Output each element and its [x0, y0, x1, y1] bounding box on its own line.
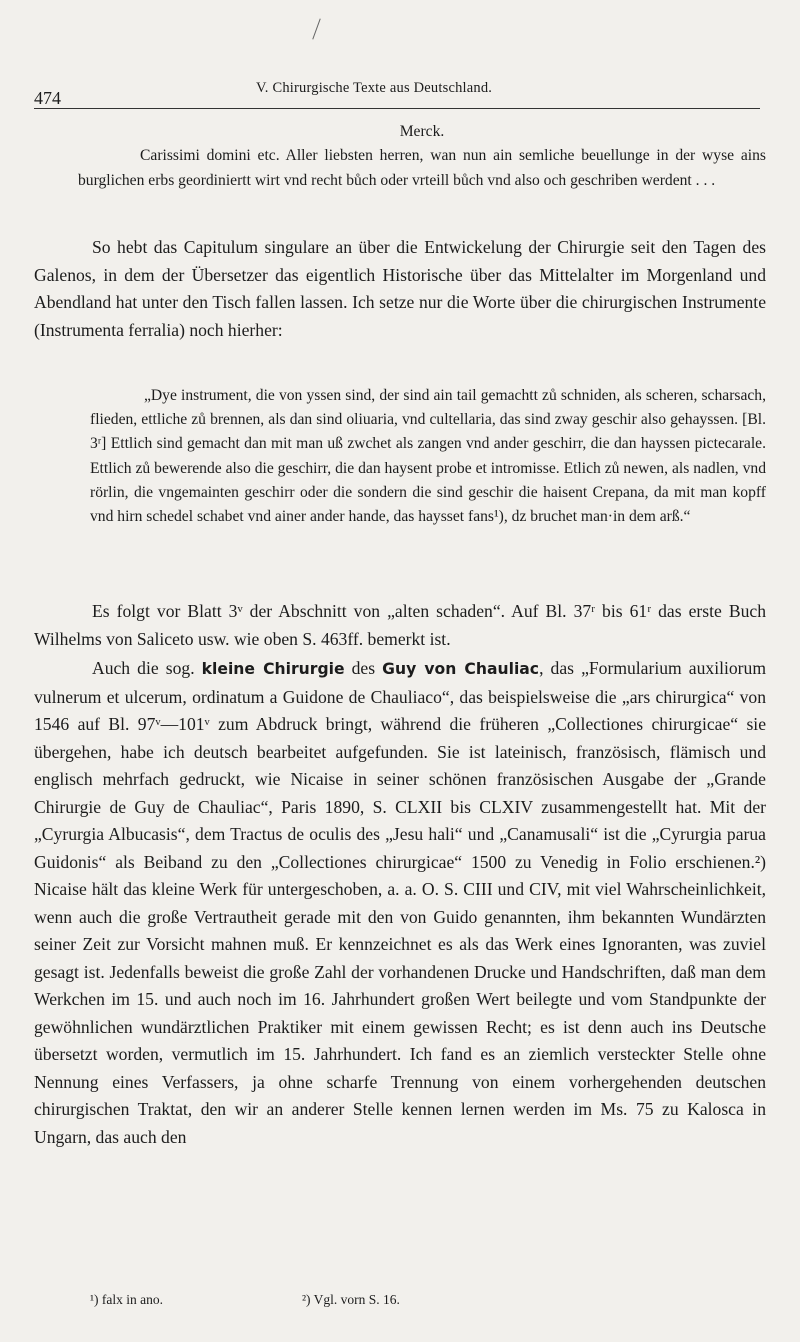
stray-mark: [312, 18, 320, 39]
paragraph-capitulum: [34, 234, 766, 344]
bold-name: Guy von Chauliac: [382, 660, 540, 678]
instrument-citation: [90, 384, 766, 529]
paragraph-blatt: Es folgt vor Blatt 3ᵛ der Abschnitt von „alten schaden“. Auf Bl. 37ʳ bis 61ʳ das erste Buch Wilhelms von Saliceto usw. wie oben S. 463ff. bemerkt ist.: [34, 601, 766, 649]
merck-quote: [78, 120, 766, 193]
paragraph-guy-von-chauliac: [34, 655, 766, 1151]
text-segment: , das „Formularium auxiliorum vulnerum et ulcerum, ordinatum a Guidone de Chauliaco“, das beispielsweise die „ars chirurgica“ von 1546 auf Bl. 97ᵛ—101ᵛ zum Abdruck bringt, während die früheren „Collectiones chirurgicae“ sie übergehen, habe ich deutsch bearbeitet aufgefunden. Sie ist lateinisch, französisch, flämisch und englisch mehrfach gedruckt, wie Nicaise in seiner schönen französischen Ausgabe der „Grande Chirurgie de Guy de Chauliac“, Paris 1890, S. CLXII bis CLXIV zusammengestellt hat. Mit der „Cyrurgia Albucasis“, dem Tractus de oculis des „Jesu hali“ und „Canamusali“ ist die „Cyrurgia parua Guidonis“ als Beiband zu den „Collectiones chirurgicae“ 1500 zu Venedig in Folio erschienen.²) Nicaise hält das kleine Werk für untergeschoben, a. a. O. S. CIII und CIV, mit viel Wahrscheinlichkeit, wenn auch die große Vertrautheit gerade mit den von Guido genannten, ihm bekannten Wundärzten seiner Zeit zur Vorsicht mahnen muß. Er kennzeichnet es als das Werk eines Ignoranten, was zuviel gesagt ist. Jedenfalls beweist die große Zahl der vorhandenen Drucke und Handschriften, daß man dem Werkchen im 15. und auch noch im 16. Jahrhundert großen Wert beilegte und vom Standpunkte der gewöhnlichen wundärztlichen Praktiker mit einem gewissen Recht; es ist denn auch ins Deutsche übersetzt worden, vermutlich im 15. Jahrhundert. Ich fand es an ziemlich versteckter Stelle ohne Nennung eines Verfassers, ja ohne scharfe Trennung von einem vorhergehenden deutschen chirurgischen Traktat, den wir an anderer Stelle kennen lernen werden im Ms. 75 zu Kalosca in Ungarn, das auch den: [34, 658, 767, 1147]
running-head: V. Chirurgische Texte aus Deutschland.: [256, 80, 493, 96]
citation-text: „Dye instrument, die von yssen sind, der sind ain tail gemachtt zů schniden, als scheren, scharsach, flieden, ettliche zů brennen, als dan sind oliuaria, vnd cultellaria, das sind zway geschir also gehayssen. [Bl. 3ʳ] Ettlich sind gemacht dan mit man uß zwchet als zangen vnd ander geschirr, die dan hayssen pictecarale. Ettlich zů bewerende also die geschirr, die dan haysent probe et intromisse. Etlich zů newen, als nadlen, vnd rörlin, die vngemainten geschirr oder die sondern die sind geschir die haisent Crepana, da mit man kopff vnd hirn schedel schabet vnd ainer ander hande, das haysset fans¹), dz bruchet man·in dem arß.“: [90, 387, 766, 526]
quote-heading: Merck.: [399, 123, 445, 140]
paragraph-text: So hebt das Capitulum singulare an über die Entwickelung der Chirurgie seit den Tagen des Galenos, in dem der Übersetzer das eigentlich Historische über das Mittelalter im Morgenland und Abendland hat unter den Tisch fallen lassen. Ich setze nur die Worte über die chirurgischen Instrumente (Instrumenta ferralia) noch hierher:: [34, 237, 766, 340]
footnote-1: ¹) falx in ano.: [90, 1292, 164, 1307]
footnote-2: ²) Vgl. vorn S. 16.: [302, 1292, 400, 1307]
bold-term: kleine Chirurgie: [201, 660, 345, 678]
page-number: 474: [34, 88, 61, 108]
text-segment: des: [344, 658, 383, 678]
text-segment: Auch die sog.: [92, 658, 202, 678]
main-text: [34, 598, 766, 1153]
quote-text: Carissimi domini etc. Aller liebsten herren, wan nun ain semliche beuellunge in der wyse ains burglichen erbs geordiniertt wirt vnd recht bůch oder vrteill bůch vnd also och geschriben werdent . . .: [78, 147, 766, 189]
page-header: [34, 78, 760, 109]
